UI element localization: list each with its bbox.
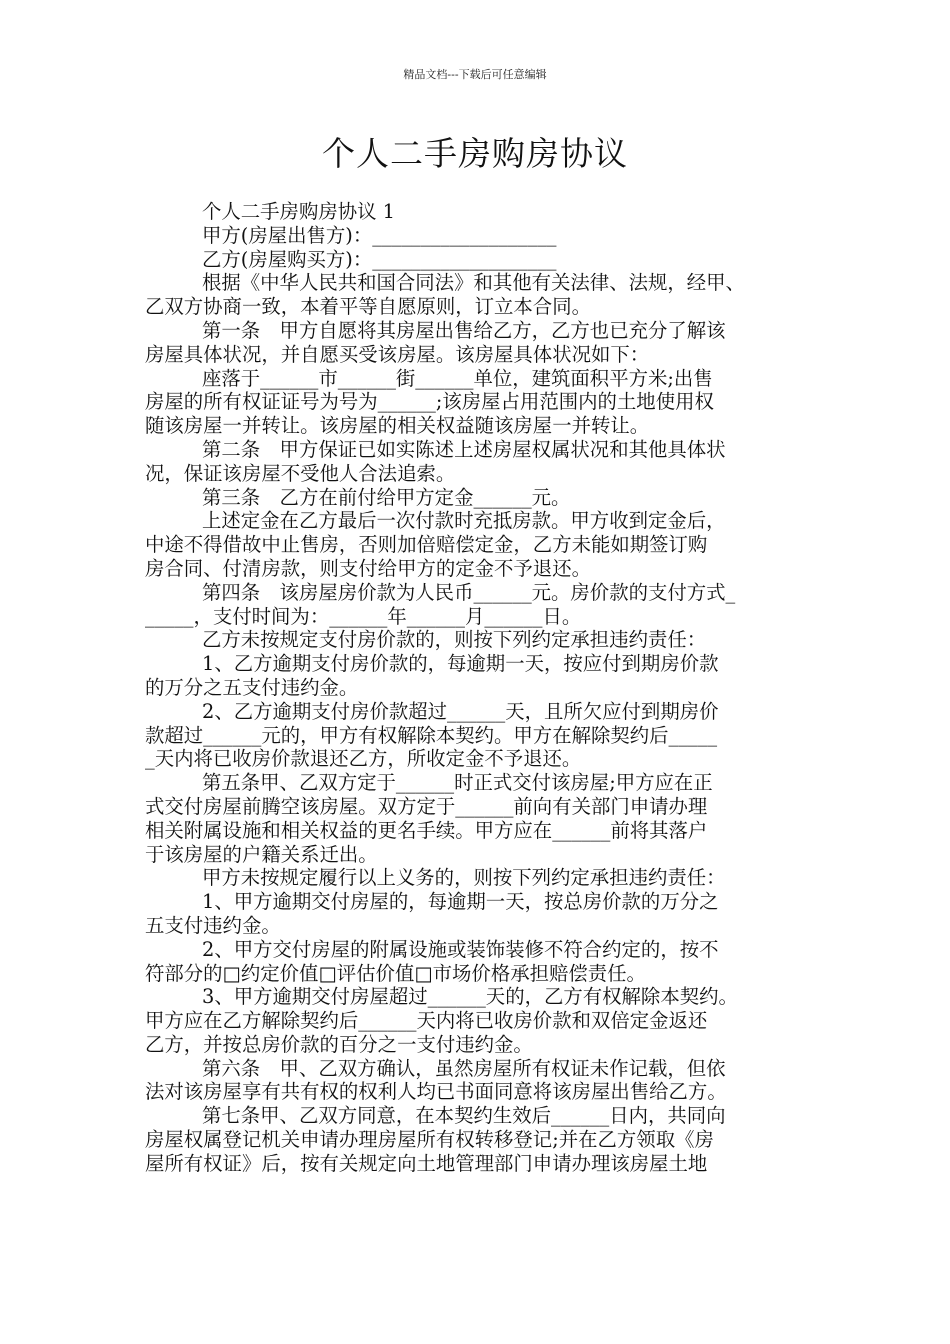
text-line: 根据《中华人民共和国合同法》和其他有关法律、法规，经甲、 bbox=[202, 271, 745, 295]
text-line: 随该房屋一并转让。该房屋的相关权益随该房屋一并转让。 bbox=[145, 414, 650, 438]
text-line: 甲方(房屋出售方)：___________________ bbox=[202, 223, 557, 247]
text-line: 式交付房屋前腾空该房屋。双方定于______前向有关部门申请办理 bbox=[145, 794, 708, 818]
text-line: 个人二手房购房协议 1 bbox=[202, 200, 396, 223]
text-line: 房屋具体状况，并自愿买受该房屋。该房屋具体状况如下： bbox=[145, 342, 650, 366]
text-line: _____，支付时间为：______年______月______日。 bbox=[145, 604, 582, 628]
text-line: 第七条甲、乙双方同意，在本契约生效后______日内，共同向 bbox=[202, 1104, 726, 1128]
text-line: 房屋权属登记机关申请办理房屋所有权转移登记;并在乙方领取《房 bbox=[145, 1128, 714, 1152]
text-line: 房合同、付清房款，则支付给甲方的定金不予退还。 bbox=[145, 556, 591, 580]
text-line: 况，保证该房屋不受他人合法追索。 bbox=[145, 461, 456, 485]
text-line: 第一条 甲方自愿将其房屋出售给乙方，乙方也已充分了解该 bbox=[202, 318, 726, 342]
text-line: 甲方未按规定履行以上义务的，则按下列约定承担违约责任： bbox=[202, 866, 726, 890]
text-line: _天内将已收房价款退还乙方，所收定金不予退还。 bbox=[145, 747, 582, 771]
text-line: 款超过______元的，甲方有权解除本契约。甲方在解除契约后_____ bbox=[145, 723, 718, 747]
text-line: 第五条甲、乙双方定于______时正式交付该房屋;甲方应在正 bbox=[202, 771, 713, 795]
document-title: 个人二手房购房协议 bbox=[322, 134, 628, 173]
text-line: 中途不得借故中止售房，否则加倍赔偿定金，乙方未能如期签订购 bbox=[145, 533, 708, 557]
document-body bbox=[145, 200, 810, 1176]
text-line: 1、乙方逾期支付房价款的，每逾期一天，按应付到期房价款 bbox=[202, 652, 719, 676]
text-line: 3、甲方逾期交付房屋超过______天的，乙方有权解除本契约。 bbox=[202, 985, 738, 1009]
text-line: 座落于______市______街______单位，建筑面积平方米;出售 bbox=[202, 366, 713, 390]
text-line: 的万分之五支付违约金。 bbox=[145, 675, 359, 699]
page-header-note: 精品文档---下载后可任意编辑 bbox=[403, 68, 547, 81]
text-line: 相关附属设施和相关权益的更名手续。甲方应在______前将其落户 bbox=[145, 818, 708, 842]
text-line: 上述定金在乙方最后一次付款时充抵房款。甲方收到定金后， bbox=[202, 509, 726, 533]
text-line: 乙方未按规定支付房价款的，则按下列约定承担违约责任： bbox=[202, 628, 707, 652]
text-line: 甲方应在乙方解除契约后______天内将已收房价款和双倍定金返还 bbox=[145, 1009, 708, 1033]
text-line: 2、甲方交付房屋的附属设施或装饰装修不符合约定的，按不 bbox=[202, 937, 719, 961]
text-line: 乙方(房屋购买方)：___________________ bbox=[202, 247, 557, 271]
text-line: 房屋的所有权证证号为号为______;该房屋占用范围内的土地使用权 bbox=[145, 390, 714, 414]
text-line: 五支付违约金。 bbox=[145, 913, 281, 937]
text-line: 乙方，并按总房价款的百分之一支付违约金。 bbox=[145, 1032, 533, 1056]
text-line: 于该房屋的户籍关系迁出。 bbox=[145, 842, 378, 866]
text-line: 屋所有权证》后，按有关规定向土地管理部门申请办理该房屋土地 bbox=[145, 1151, 708, 1175]
text-line: 1、甲方逾期交付房屋的，每逾期一天，按总房价款的万分之 bbox=[202, 890, 719, 914]
text-line: 第四条 该房屋房价款为人民币______元。房价款的支付方式_ bbox=[202, 580, 736, 604]
text-line: 乙双方协商一致，本着平等自愿原则，订立本合同。 bbox=[145, 295, 591, 319]
text-line: 第六条 甲、乙双方确认，虽然房屋所有权证未作记载，但依 bbox=[202, 1056, 726, 1080]
text-line: 第三条 乙方在前付给甲方定金______元。 bbox=[202, 485, 571, 509]
text-line: 符部分的□约定价值□评估价值□市场价格承担赔偿责任。 bbox=[145, 961, 646, 985]
text-line: 第二条 甲方保证已如实陈述上述房屋权属状况和其他具体状 bbox=[202, 437, 726, 461]
text-line: 2、乙方逾期支付房价款超过______天，且所欠应付到期房价 bbox=[202, 699, 719, 723]
text-line: 法对该房屋享有共有权的权利人均已书面同意将该房屋出售给乙方。 bbox=[145, 1080, 727, 1104]
